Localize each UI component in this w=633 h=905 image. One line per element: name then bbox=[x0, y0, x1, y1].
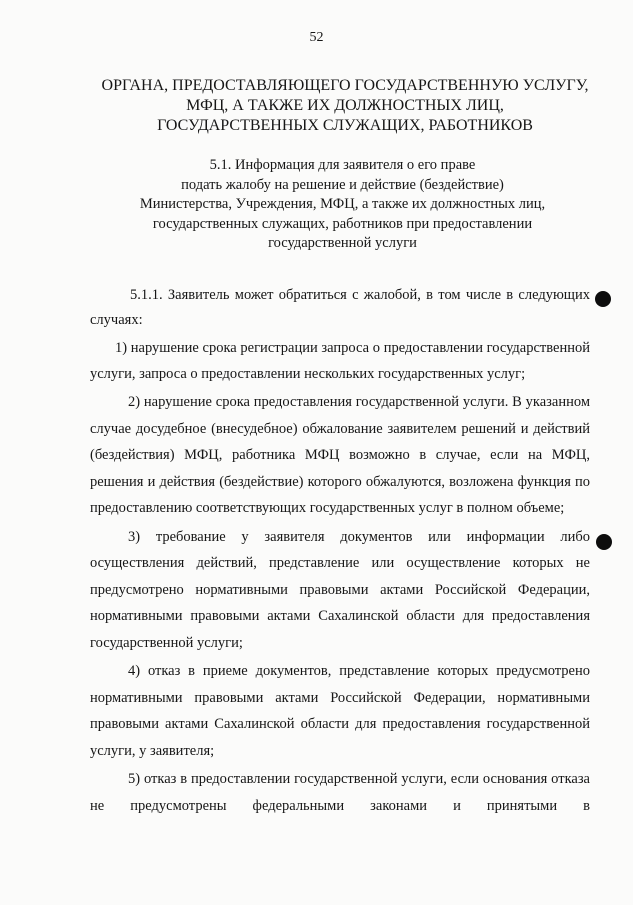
subheading-line: подать жалобу на решение и действие (бездействие) bbox=[181, 176, 504, 193]
paragraph-5-1-1: 5.1.1. Заявитель может обратиться с жалобой, в том числе в следующих случаях: bbox=[90, 287, 590, 328]
subheading-line: государственной услуги bbox=[268, 235, 417, 251]
heading-line: МФЦ, А ТАКЖЕ ИХ ДОЛЖНОСТНЫХ ЛИЦ, bbox=[186, 97, 504, 114]
paragraph-item-1: 1) нарушение срока регистрации запроса о предоставлении государственной услуги, запроса о предоставлении нескольких государственных услуг; bbox=[90, 340, 590, 382]
body-text bbox=[90, 283, 590, 819]
paragraph-item-3: 3) требование у заявителя документов или информации либо осуществления действий, представление или осуществление которых не предусмотрено нормативными правовыми актами Российской Федерации, нормативными правовыми актами Сахалинской области для предоставления государственной услуги; bbox=[90, 528, 590, 651]
subsection-heading bbox=[110, 156, 575, 254]
subheading-line: государственных служащих, работников при предоставлении bbox=[152, 215, 533, 232]
paragraph-item-4: 4) отказ в приеме документов, представление которых предусмотрено нормативными правовыми актами Российской Федерации, нормативными правовыми актами Сахалинской области для предоставления государственной услуги, у заявителя; bbox=[90, 663, 590, 759]
heading-line: ГОСУДАРСТВЕННЫХ СЛУЖАЩИХ, РАБОТНИКОВ bbox=[157, 117, 533, 134]
subheading-line: Министерства, Учреждения, МФЦ, а также их должностных лиц, bbox=[139, 196, 546, 212]
paragraph-item-5: 5) отказ в предоставлении государственной услуги, если основания отказа не предусмотрены федеральными законами и принятыми в bbox=[90, 771, 590, 814]
heading-line: ОРГАНА, ПРЕДОСТАВЛЯЮЩЕГО ГОСУДАРСТВЕННУЮ УСЛУГУ, bbox=[101, 77, 589, 94]
punch-hole-bottom bbox=[596, 534, 612, 550]
subheading-line: 5.1. Информация для заявителя о его праве bbox=[209, 157, 476, 173]
page-number: 52 bbox=[309, 30, 324, 45]
paragraph-item-2: 2) нарушение срока предоставления государственной услуги. В указанном случае досудебное (внесудебное) обжалование заявителем решений и действий (бездействия) МФЦ, работника МФЦ возможно в случае, если на МФЦ, решения и действия (бездействие) которого обжалуются, возложена функция по предоставлению соответствующих государственных услуг в полном объеме; bbox=[90, 394, 590, 516]
punch-hole-top bbox=[595, 291, 611, 307]
section-heading bbox=[95, 76, 595, 136]
